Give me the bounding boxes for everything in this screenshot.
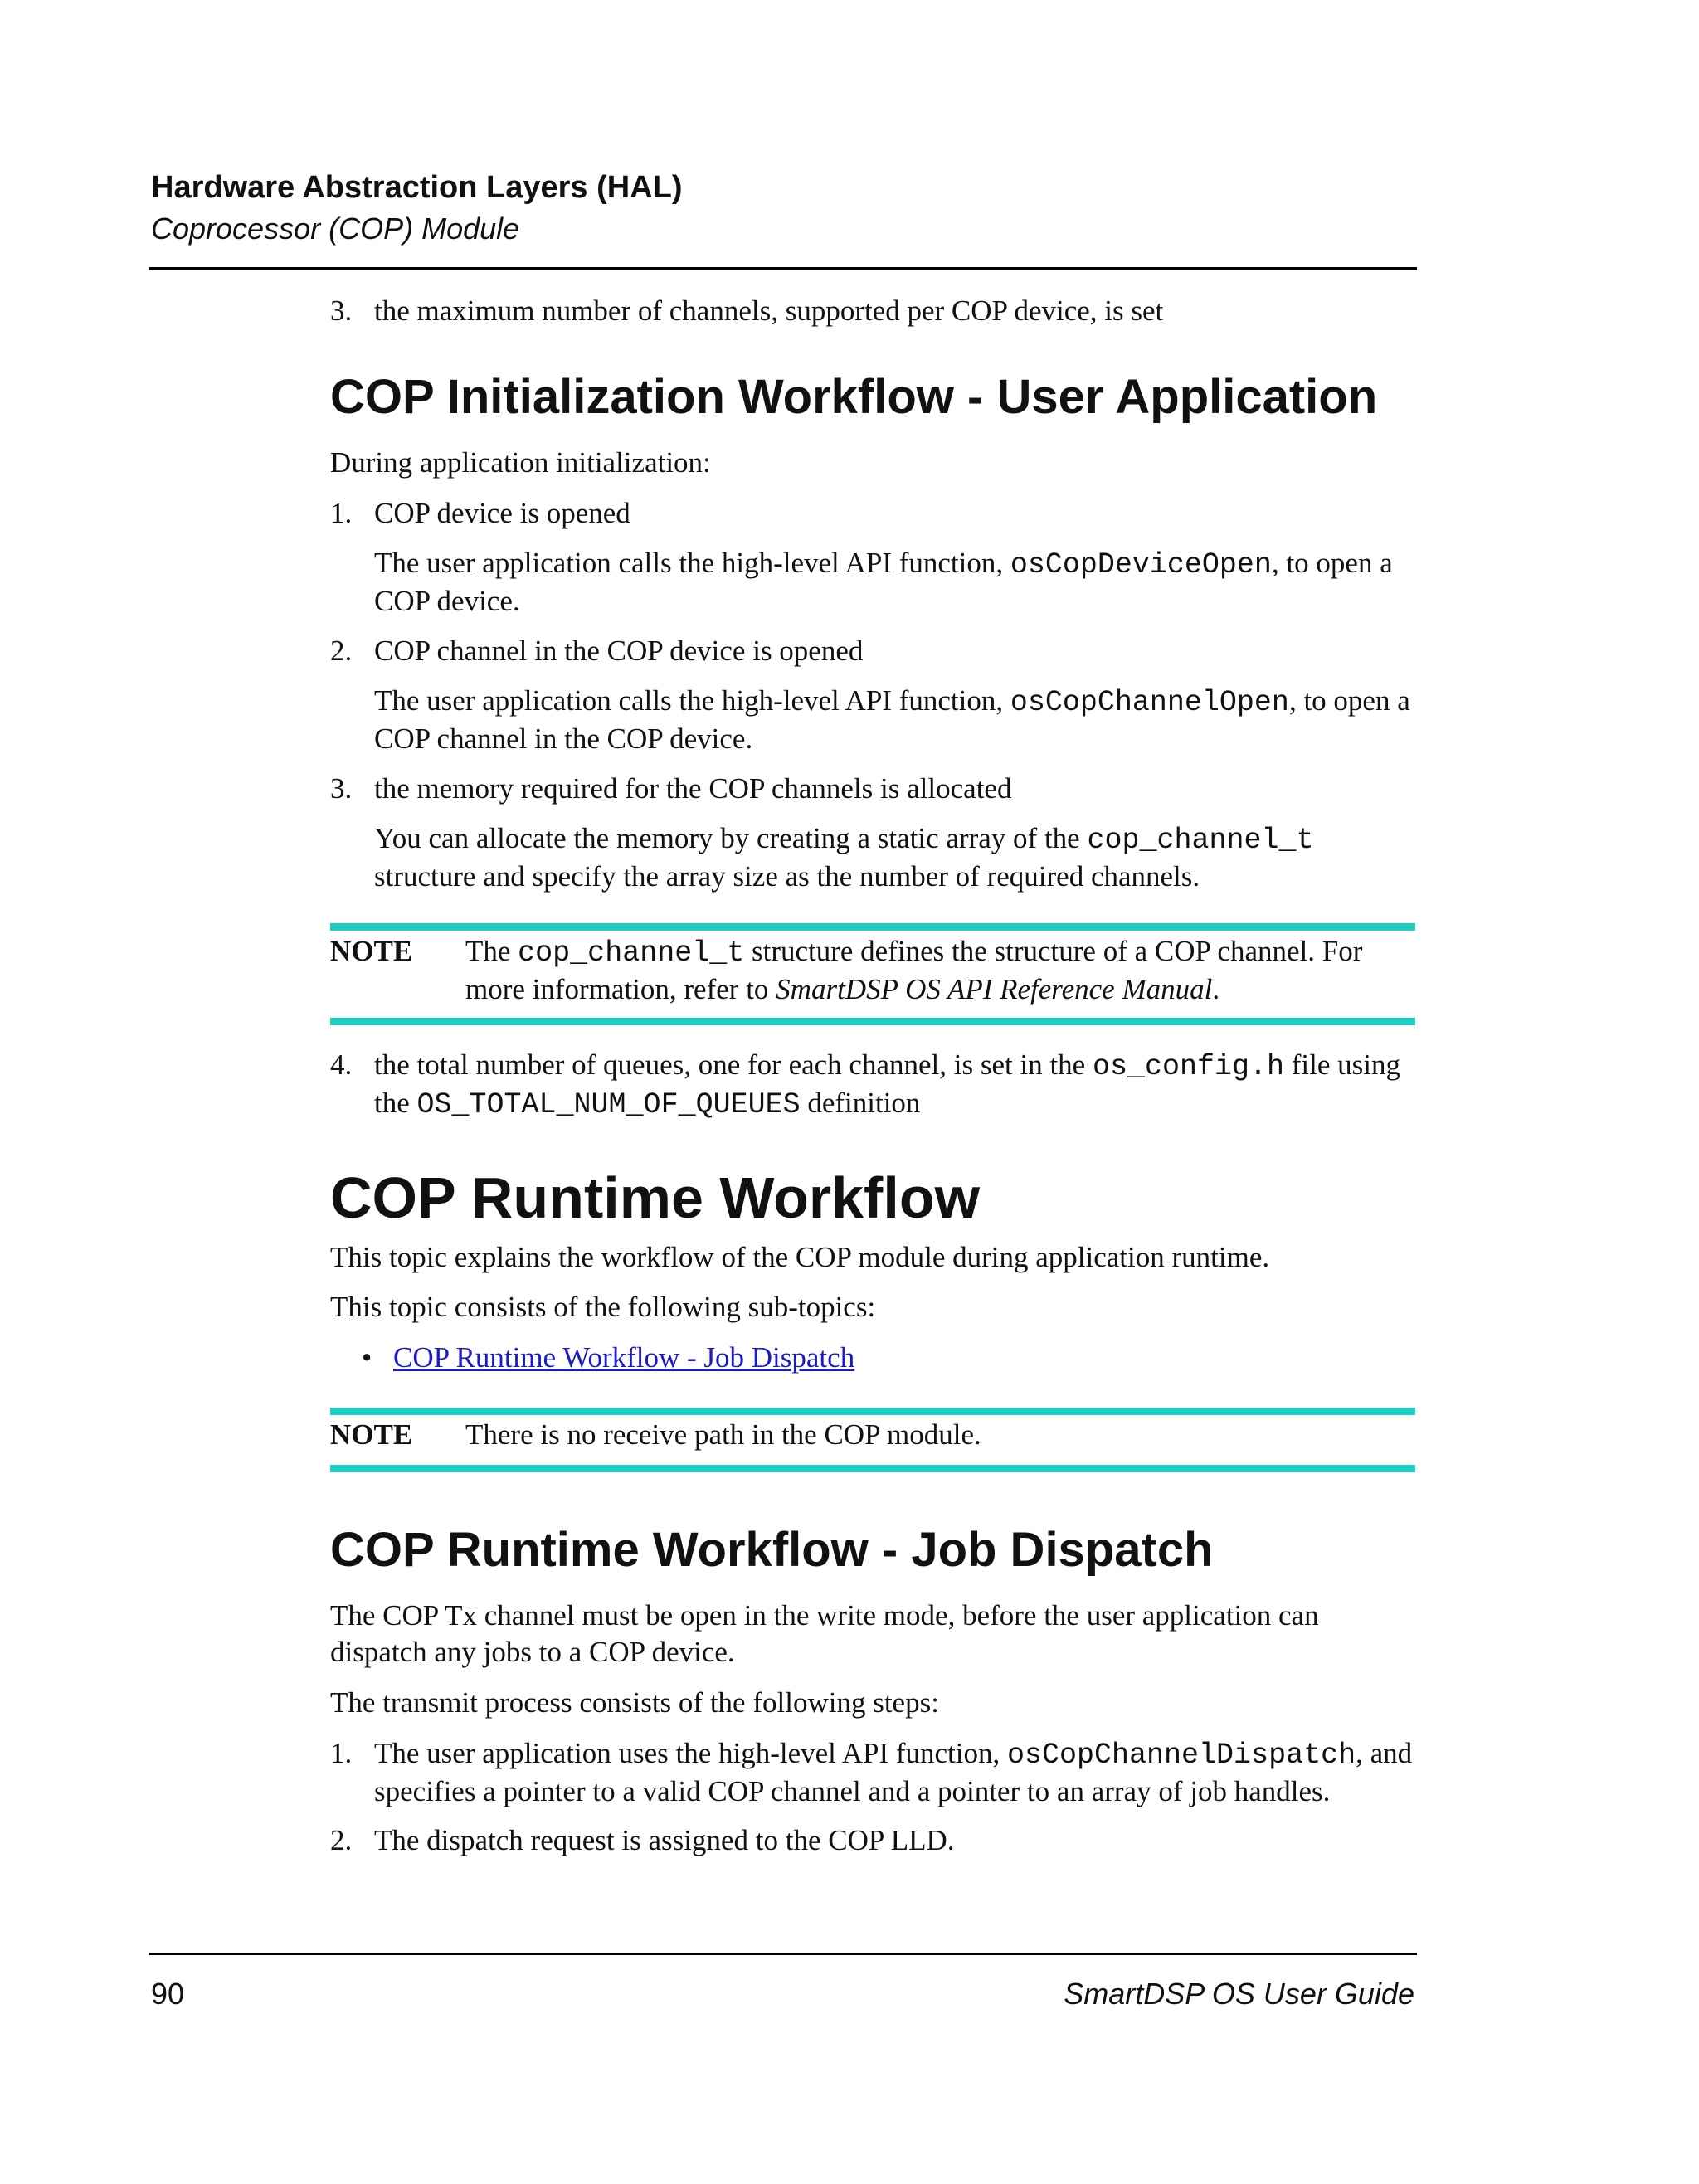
step-title: the memory required for the COP channels is allocated bbox=[374, 772, 1012, 805]
section3-paragraph: The transmit process consists of the following steps: bbox=[330, 1686, 939, 1719]
section3-paragraph: The COP Tx channel must be open in the write mode, before the user application can dispatch any jobs to a COP device. bbox=[330, 1599, 1319, 1668]
note-text: The cop_channel_t structure defines the structure of a COP channel. For more information, refer to SmartDSP OS API Reference Manual. bbox=[465, 935, 1363, 1005]
section1-lead: During application initialization: bbox=[330, 446, 711, 479]
running-header-subtitle: Coprocessor (COP) Module bbox=[151, 212, 520, 246]
note-bottom-rule bbox=[330, 1465, 1415, 1472]
step-description: The user application calls the high-level API function, osCopDeviceOpen, to open a COP device. bbox=[374, 547, 1393, 617]
step-description: The user application uses the high-level API function, osCopChannelDispatch, and specifies a pointer to a valid COP channel and a pointer to an array of job handles. bbox=[374, 1737, 1413, 1807]
footer-doc-title: SmartDSP OS User Guide bbox=[1064, 1977, 1414, 2011]
step-title: COP channel in the COP device is opened bbox=[374, 635, 864, 667]
step-number: 1. bbox=[330, 497, 353, 529]
step-description: The dispatch request is assigned to the COP LLD. bbox=[374, 1824, 955, 1856]
note-top-rule bbox=[330, 1408, 1415, 1415]
step-number: 2. bbox=[330, 635, 353, 667]
step-number: 4. bbox=[330, 1048, 353, 1081]
code-os-cop-device-open: osCopDeviceOpen bbox=[1010, 548, 1272, 581]
section2-paragraph: This topic explains the workflow of the COP module during application runtime. bbox=[330, 1241, 1270, 1273]
intro-item-number: 3. bbox=[330, 294, 353, 327]
section-heading-runtime-workflow: COP Runtime Workflow bbox=[330, 1165, 981, 1230]
note-text: There is no receive path in the COP module. bbox=[465, 1418, 981, 1451]
step-number: 1. bbox=[330, 1737, 353, 1769]
section-heading-job-dispatch: COP Runtime Workflow - Job Dispatch bbox=[330, 1523, 1214, 1577]
bullet: • bbox=[362, 1341, 372, 1374]
header-rule bbox=[149, 267, 1417, 270]
note-bottom-rule bbox=[330, 1018, 1415, 1025]
step-number: 3. bbox=[330, 772, 353, 805]
step-description: the total number of queues, one for each channel, is set in the os_config.h file using the OS_TOTAL_NUM_OF_QUEUES definition bbox=[374, 1048, 1400, 1121]
code-os-cop-channel-open: osCopChannelOpen bbox=[1010, 686, 1289, 719]
code-cop-channel-t: cop_channel_t bbox=[1087, 824, 1314, 857]
page-number: 90 bbox=[151, 1977, 185, 2011]
section2-paragraph: This topic consists of the following sub-topics: bbox=[330, 1291, 876, 1323]
running-header-title: Hardware Abstraction Layers (HAL) bbox=[151, 170, 683, 205]
section-heading-init-workflow: COP Initialization Workflow - User Application bbox=[330, 370, 1378, 424]
step-number: 2. bbox=[330, 1824, 353, 1856]
footer-rule bbox=[149, 1953, 1417, 1955]
link-job-dispatch[interactable]: COP Runtime Workflow - Job Dispatch bbox=[393, 1341, 855, 1374]
note-top-rule bbox=[330, 923, 1415, 931]
note-label: NOTE bbox=[330, 935, 413, 967]
step-title: COP device is opened bbox=[374, 497, 630, 529]
note-label: NOTE bbox=[330, 1418, 413, 1451]
intro-item-text: the maximum number of channels, supported per COP device, is set bbox=[374, 294, 1164, 327]
step-description: The user application calls the high-level API function, osCopChannelOpen, to open a COP channel in the COP device. bbox=[374, 684, 1410, 755]
step-description: You can allocate the memory by creating a static array of the cop_channel_t structure and specify the array size as the number of required channels. bbox=[374, 822, 1314, 893]
